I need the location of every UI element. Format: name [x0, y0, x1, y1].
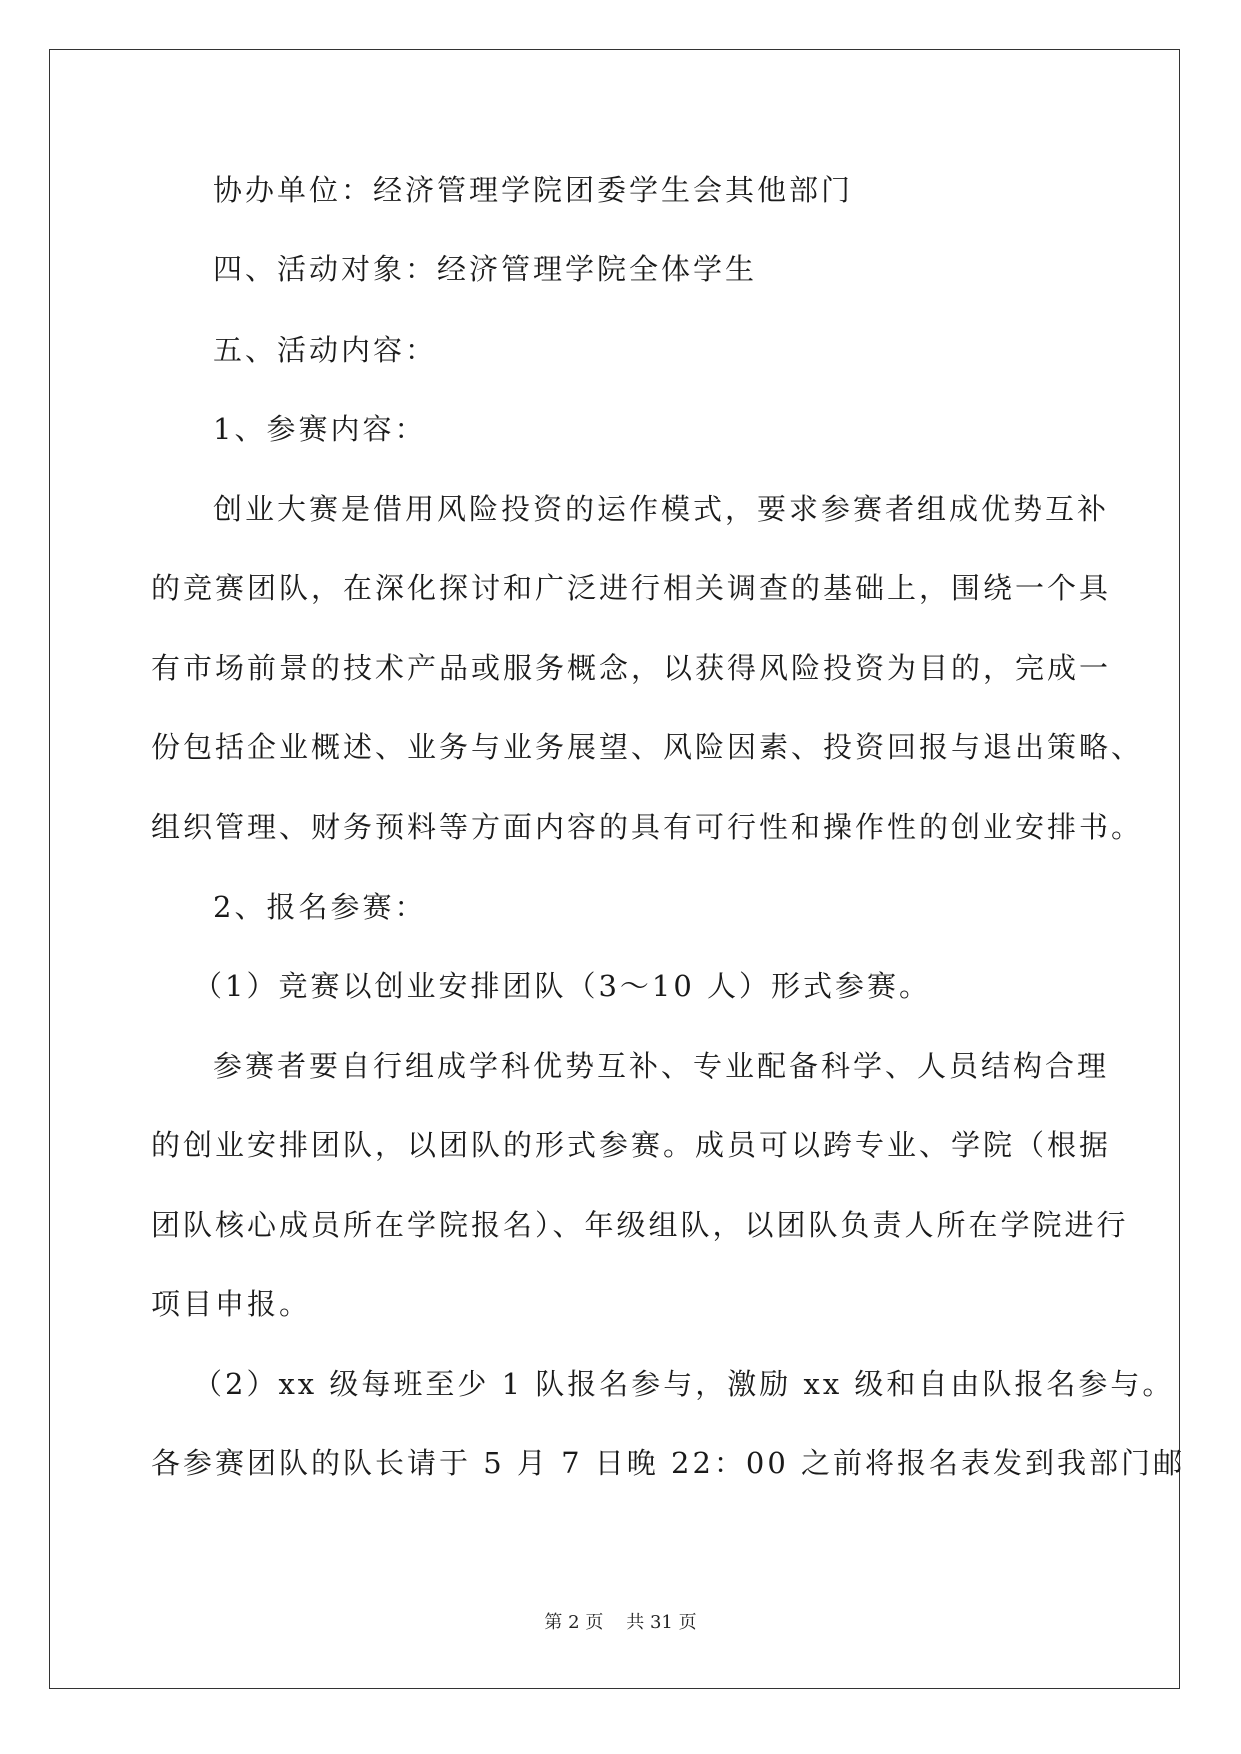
paragraph-line: 有市场前景的技术产品或服务概念，以获得风险投资为目的，完成一	[151, 651, 1112, 685]
subsection-heading: 2、报名参赛：	[213, 890, 427, 924]
page-footer	[0, 1608, 1241, 1634]
page-total: 共 31 页	[626, 1612, 697, 1633]
paragraph-line: 组织管理、财务预料等方面内容的具有可行性和操作性的创业安排书。	[151, 810, 1144, 844]
paragraph-line: 的竞赛团队，在深化探讨和广泛进行相关调查的基础上，围绕一个具	[151, 571, 1112, 605]
paragraph-line: 团队核心成员所在学院报名）、年级组队，以团队负责人所在学院进行	[151, 1208, 1129, 1242]
paragraph-line: 项目申报。	[151, 1287, 312, 1321]
paragraph-line: （1）竞赛以创业安排团队（3～10 人）形式参赛。	[193, 969, 932, 1003]
subsection-heading: 1、参赛内容：	[213, 412, 427, 446]
page-border	[49, 49, 1180, 1689]
paragraph-line: 份包括企业概述、业务与业务展望、风险因素、投资回报与退出策略、	[151, 730, 1144, 764]
paragraph-line: 参赛者要自行组成学科优势互补、专业配备科学、人员结构合理	[213, 1049, 1110, 1083]
paragraph-line: 创业大赛是借用风险投资的运作模式，要求参赛者组成优势互补	[213, 492, 1110, 526]
paragraph-line: 的创业安排团队，以团队的形式参赛。成员可以跨专业、学院（根据	[151, 1128, 1112, 1162]
section-heading: 四、活动对象：经济管理学院全体学生	[213, 252, 758, 286]
paragraph-line: 协办单位：经济管理学院团委学生会其他部门	[213, 173, 854, 207]
page-number: 第 2 页	[544, 1612, 604, 1633]
paragraph-line: 各参赛团队的队长请于 5 月 7 日晚 22：00 之前将报名表发到我部门邮	[151, 1446, 1186, 1480]
paragraph-line: （2）xx 级每班至少 1 队报名参与，激励 xx 级和自由队报名参与。	[193, 1367, 1175, 1401]
section-heading: 五、活动内容：	[213, 333, 438, 367]
